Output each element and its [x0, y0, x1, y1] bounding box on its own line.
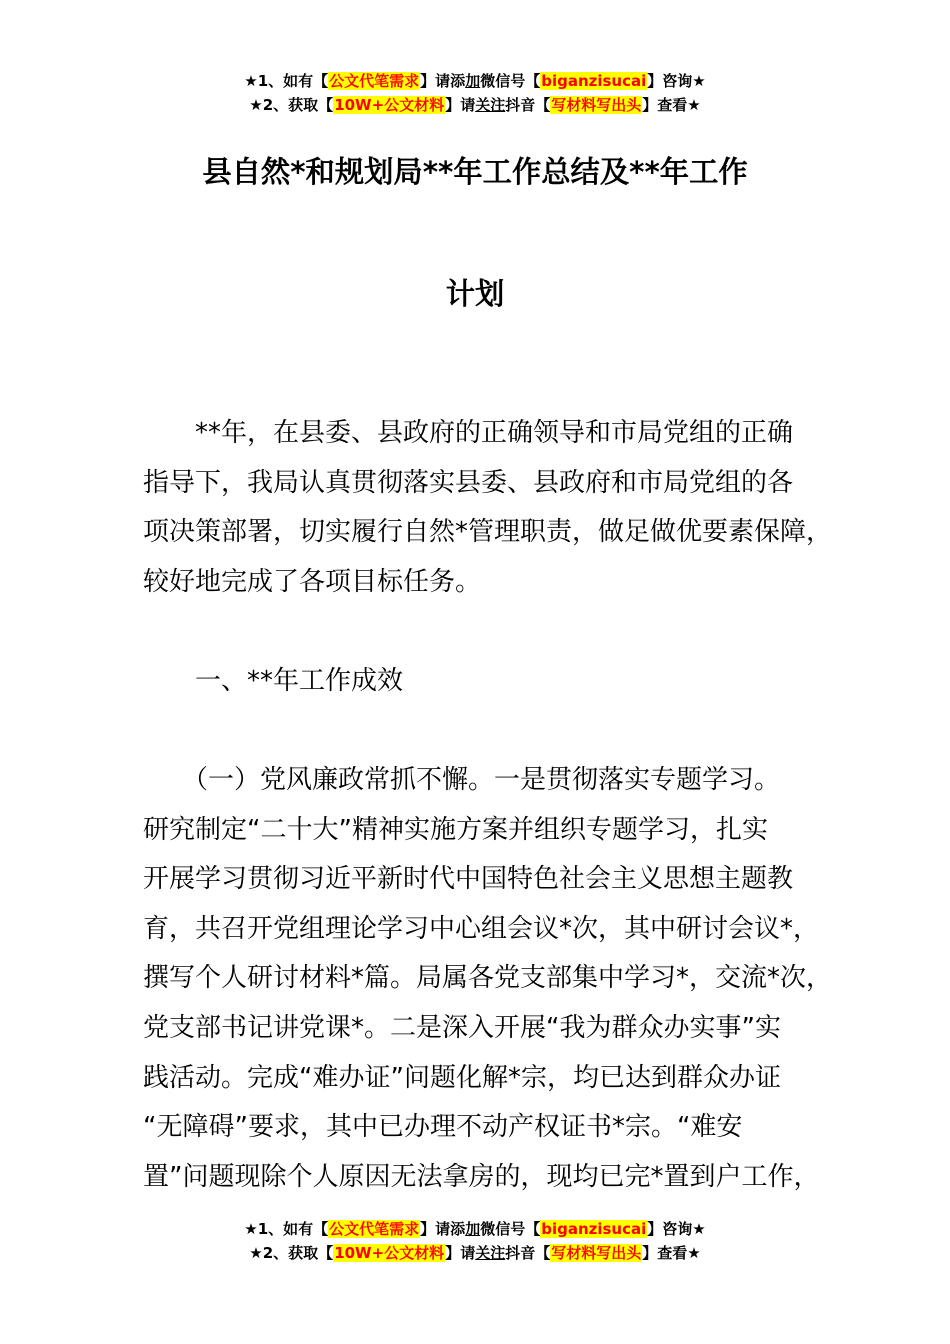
- highlight-materials: 10W+公文材料: [334, 1244, 445, 1262]
- banner-text: 】请: [445, 96, 476, 114]
- highlight-douyin-account: 写材料写出头: [551, 1244, 642, 1262]
- banner-text: 】查看★: [642, 96, 701, 114]
- text-line: 开展学习贯彻习近平新时代中国特色社会主义思想主题教: [143, 864, 794, 895]
- banner-text-underlined: 加: [465, 1220, 481, 1238]
- banner-line-1: [0, 1217, 950, 1241]
- banner-text: 】查看★: [642, 1244, 701, 1262]
- banner-text: ★2、获取【: [249, 96, 334, 114]
- banner-text: 】咨询★: [647, 1220, 706, 1238]
- banner-text-underlined: 关注: [475, 96, 506, 114]
- text-line: 研究制定“二十大”精神实施方案并组织专题学习，扎实: [143, 814, 768, 845]
- banner-text: 】请添: [420, 1220, 466, 1238]
- highlight-wechat-id: biganzisucai: [541, 1220, 647, 1238]
- text-line: 撰写个人研讨材料*篇。局属各党支部集中学习*，交流*次，: [143, 963, 833, 994]
- banner-text: 】咨询★: [647, 72, 706, 90]
- text-line: “无障碍”要求，其中已办理不动产权证书*宗。“难安: [143, 1112, 743, 1143]
- banner-text: 抖音【: [505, 96, 551, 114]
- banner-text-underlined: 加: [465, 72, 481, 90]
- banner-text: ★1、如有【: [244, 72, 329, 90]
- section-paragraph: [143, 756, 833, 1202]
- header-banner: [0, 69, 950, 117]
- banner-text: 微信号【: [480, 1220, 541, 1238]
- section-heading: [143, 657, 833, 707]
- text-line: 较好地完成了各项目标任务。: [143, 566, 482, 597]
- highlight-service: 公文代笔需求: [329, 1220, 420, 1238]
- text-line: 党支部书记讲党课*。二是深入开展“我为群众办实事”实: [143, 1012, 781, 1043]
- highlight-service: 公文代笔需求: [329, 72, 420, 90]
- banner-text-underlined: 关注: [475, 1244, 506, 1262]
- document-title-line-2: 计划: [445, 277, 505, 311]
- banner-text: 】请: [445, 1244, 476, 1262]
- document-title-line-1: 县自然*和规划局**年工作总结及**年工作: [202, 155, 748, 189]
- heading-text: 一、**年工作成效: [143, 666, 404, 696]
- text-line: 践活动。完成“难办证”问题化解*宗，均已达到群众办证: [143, 1062, 781, 1093]
- text-line: **年，在县委、县政府的正确领导和市局党组的正确: [143, 418, 794, 448]
- text-line: 置”问题现除个人原因无法拿房的，现均已完*置到户工作，: [143, 1161, 820, 1192]
- text-line: （一）党风廉政常抓不懈。一是贯彻落实专题学习。: [143, 765, 781, 795]
- text-line: 指导下，我局认真贯彻落实县委、县政府和市局党组的各: [143, 467, 794, 498]
- highlight-materials: 10W+公文材料: [334, 96, 445, 114]
- footer-banner: [0, 1217, 950, 1265]
- banner-text: ★1、如有【: [244, 1220, 329, 1238]
- text-line: 育，共召开党组理论学习中心组会议*次，其中研讨会议*，: [143, 913, 820, 944]
- banner-text: 微信号【: [480, 72, 541, 90]
- highlight-douyin-account: 写材料写出头: [551, 96, 642, 114]
- highlight-wechat-id: biganzisucai: [541, 72, 647, 90]
- banner-line-1: [0, 69, 950, 93]
- intro-paragraph: [143, 409, 833, 607]
- banner-text: 】请添: [420, 72, 466, 90]
- text-line: 项决策部署，切实履行自然*管理职责，做足做优要素保障，: [143, 517, 833, 548]
- banner-line-2: [0, 93, 950, 117]
- banner-text: 抖音【: [505, 1244, 551, 1262]
- banner-text: ★2、获取【: [249, 1244, 334, 1262]
- banner-line-2: [0, 1241, 950, 1265]
